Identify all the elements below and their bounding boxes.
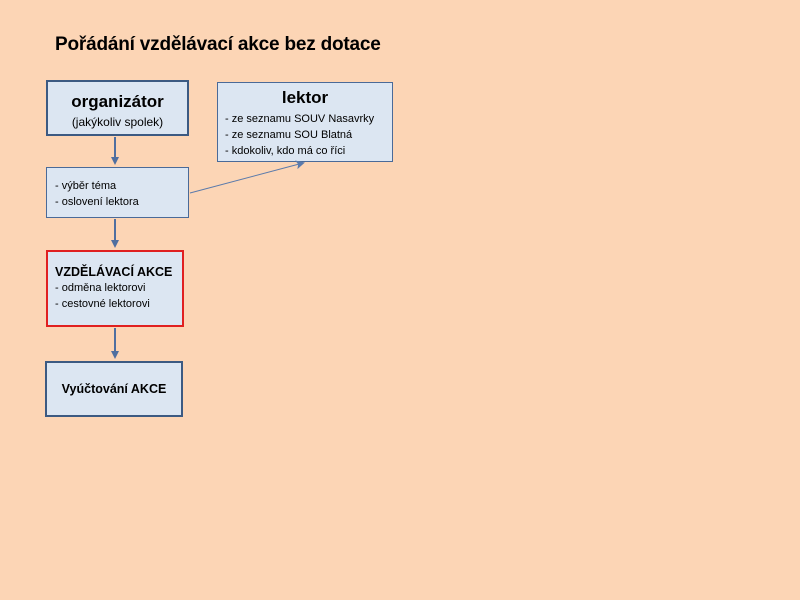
selection-item: - oslovení lektora [55, 196, 139, 208]
event-box [46, 250, 184, 327]
lecturer-item: - ze seznamu SOU Blatná [225, 129, 353, 141]
event-list [55, 280, 182, 312]
lecturer-box [217, 82, 393, 162]
event-item: - cestovné lektorovi [55, 298, 150, 310]
event-heading: VZDĚLÁVACÍ AKCE [55, 265, 173, 279]
lecturer-item: - kdokoliv, kdo má co říci [225, 145, 346, 157]
selection-box [46, 167, 189, 218]
lecturer-list [225, 111, 392, 159]
organizer-subtitle: (jakýkoliv spolek) [71, 115, 164, 129]
event-item: - odměna lektorovi [55, 282, 146, 294]
selection-item: - výběr téma [55, 180, 117, 192]
organizer-box [46, 80, 189, 136]
lecturer-heading: lektor [281, 88, 329, 107]
page-title: Pořádání vzdělávací akce bez dotace [55, 34, 381, 55]
billing-heading: Vyúčtování AKCE [61, 382, 167, 396]
arrow-selection-to-lecturer [190, 163, 303, 193]
selection-list [55, 178, 188, 210]
lecturer-item: - ze seznamu SOUV Nasavrky [225, 113, 375, 125]
billing-box [45, 361, 183, 417]
organizer-heading: organizátor [71, 92, 164, 111]
